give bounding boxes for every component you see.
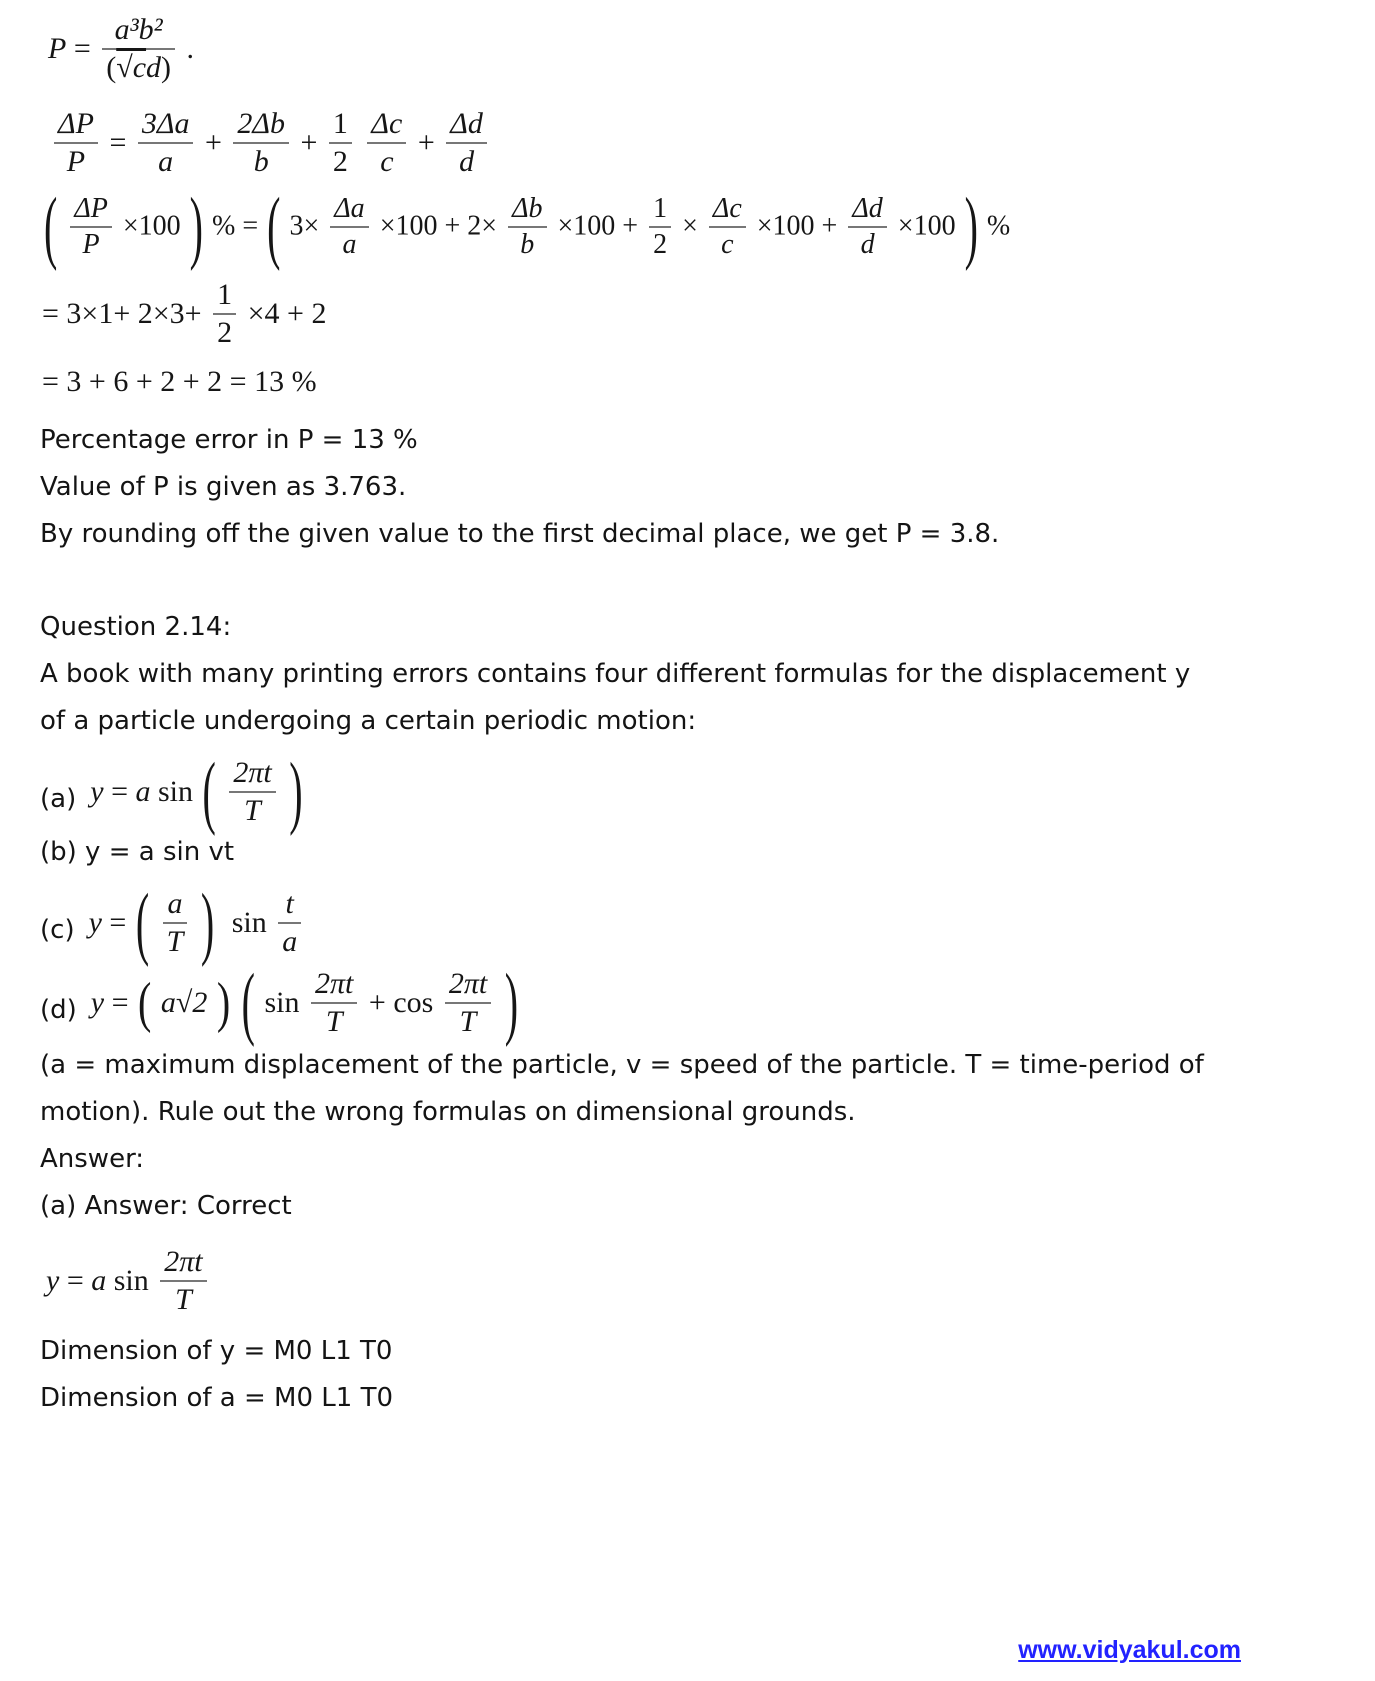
math-operator: = 3×1+ 2×3+ [42,297,202,331]
math-denominator: b [508,226,546,262]
math-denominator: c [367,142,406,180]
math-fraction [213,277,236,351]
math-denominator: P [70,226,112,262]
math-denominator: T [311,1002,357,1040]
math-denominator: T [229,791,275,829]
math-operator: ×100 + 2× [379,210,498,242]
math-operator: = 3 + 6 + 2 + 2 = 13 % [42,365,317,399]
math-big-paren: ) [189,179,203,272]
option-c-row [40,876,1330,969]
equation-total [42,363,1330,399]
math-paren: ( [106,51,117,84]
math-function: sin [157,775,193,809]
math-denominator: b [233,142,289,180]
math-fraction [229,755,275,829]
math-numerator: Δd [450,107,483,140]
math-denominator [102,48,175,86]
math-denominator: c [709,226,746,262]
math-function: sin [113,1264,149,1298]
math-function: sin [264,986,300,1020]
math-numerator: 1 [332,107,348,140]
option-d-row [40,956,1330,1049]
math-operator: + [300,126,318,159]
math-big-paren: ) [200,876,215,969]
math-denominator: P [54,142,98,180]
math-fraction [446,106,487,180]
math-var: d [146,51,162,84]
math-paren: ) [161,51,172,84]
option-a-label: (a) [40,784,77,815]
math-fraction [278,886,301,960]
math-denominator: T [445,1002,491,1040]
math-var: a [91,1264,107,1298]
math-fraction [102,12,175,86]
math-big-paren: ( [202,745,216,838]
option-b-text: (b) y = a sin vt [40,837,235,868]
math-numerator: 2πt [233,756,272,790]
math-var: y [46,1264,60,1298]
option-d-label: (d) [40,995,77,1026]
math-operator: 3× [289,210,320,242]
math-var: y [88,906,102,940]
math-numerator: ΔP [74,193,108,224]
note-line2: motion). Rule out the wrong formulas on dimensional grounds. [40,1097,856,1128]
math-numerator: Δd [852,193,883,224]
math-numerator: ΔP [58,107,94,140]
math-fraction [508,192,546,261]
footer-link[interactable]: www.vidyakul.com [1018,1636,1241,1664]
math-operator: % [986,210,1011,242]
math-denominator: 2 [329,142,352,180]
math-numerator: 1 [217,278,233,312]
math-expression: a√2 [160,986,208,1020]
math-period: . [186,32,195,65]
percentage-error-text: Percentage error in P = 13 % [40,425,418,456]
math-operator: × [682,210,698,242]
math-numerator: 2πt [315,967,354,1001]
math-operator: = [73,32,91,65]
math-denominator: 2 [213,313,236,351]
math-fraction [54,106,98,180]
equation-option-c [88,876,306,969]
math-big-paren: ( [241,956,255,1049]
math-operator: ×100 + [557,210,639,242]
math-numerator: 1 [653,193,668,224]
math-function: cos [393,986,434,1020]
math-big-paren: ) [504,956,519,1049]
math-fraction [848,192,886,261]
answer-a-text: (a) Answer: Correct [40,1191,292,1222]
math-paren: ( [138,971,152,1035]
equation-substituted-values [42,277,1330,351]
math-numerator: Δc [371,107,403,140]
math-denominator: d [848,226,886,262]
math-fraction [160,1244,206,1318]
math-numerator: t [285,887,294,921]
math-fraction [163,886,188,960]
value-of-p-text: Value of P is given as 3.763. [40,472,407,503]
math-numerator: 3Δa [141,107,190,140]
math-fraction [445,966,491,1040]
option-c-label: (c) [40,915,75,946]
math-operator: ×4 + 2 [247,297,327,331]
math-fraction [649,192,671,261]
math-numerator: Δa [334,193,365,224]
math-paren: ) [216,971,231,1035]
math-operator: + [368,986,386,1020]
math-var: a [135,775,151,809]
math-operator: ×100 [897,210,956,242]
math-var: y [90,986,105,1020]
rounding-text: By rounding off the given value to the first decimal place, we get P = 3.8. [40,519,1000,550]
math-operator: + [204,126,222,159]
equation-relative-error [50,106,1330,180]
math-big-paren: ( [135,876,150,969]
math-fraction [138,106,194,180]
math-numerator: 2Δb [237,107,285,140]
math-radical: √c [116,51,147,84]
option-a-row [40,745,1330,838]
math-var: y [90,775,104,809]
math-operator: = [109,126,127,159]
math-denominator: T [160,1280,206,1318]
math-fraction [367,106,406,180]
math-fraction [311,966,357,1040]
math-denominator: T [163,922,188,960]
math-operator: % = [212,210,259,242]
question-body-line1: A book with many printing errors contains four different formulas for the displacement y [40,659,1191,690]
math-operator: = [66,1264,84,1298]
math-operator: = [111,986,129,1020]
math-fraction [329,106,352,180]
math-denominator: d [446,142,487,180]
math-big-paren: ) [289,745,303,838]
math-fraction [330,192,368,261]
equation-option-d [90,956,520,1049]
math-fraction [233,106,289,180]
math-operator: ×100 [122,210,181,242]
dimension-y-text: Dimension of y = M0 L1 T0 [40,1336,393,1367]
note-line1: (a = maximum displacement of the particle, v = speed of the particle. T = time-period of [40,1050,1204,1081]
equation-answer-a [46,1244,1330,1318]
math-numerator: Δc [712,193,742,224]
math-fraction [709,192,746,261]
equation-percentage-error [42,179,1330,272]
answer-heading: Answer: [40,1144,145,1175]
math-big-paren: ( [267,179,281,272]
math-numerator: 2πt [164,1245,203,1279]
math-denominator: a [330,226,368,262]
math-var: P [48,32,67,65]
math-big-paren: ( [44,179,58,272]
question-body-line2: of a particle undergoing a certain periodic motion: [40,706,697,737]
equation-p-definition [48,12,1330,86]
math-operator: + [417,126,435,159]
math-numerator: a [167,887,183,921]
math-denominator: a [278,922,301,960]
math-function: sin [231,906,267,940]
math-numerator: a³b² [114,13,163,46]
math-denominator: a [138,142,194,180]
math-fraction [70,192,112,261]
math-denominator: 2 [649,226,671,262]
dimension-a-text: Dimension of a = M0 L1 T0 [40,1383,393,1414]
math-operator: = [109,906,127,940]
question-title: Question 2.14: [40,612,232,643]
math-big-paren: ) [964,179,978,272]
math-numerator: 2πt [448,967,488,1001]
equation-option-a [90,745,304,838]
math-operator: ×100 + [756,210,838,242]
math-operator: = [111,775,128,809]
math-numerator: Δb [512,193,543,224]
result-paragraph [40,417,1330,558]
